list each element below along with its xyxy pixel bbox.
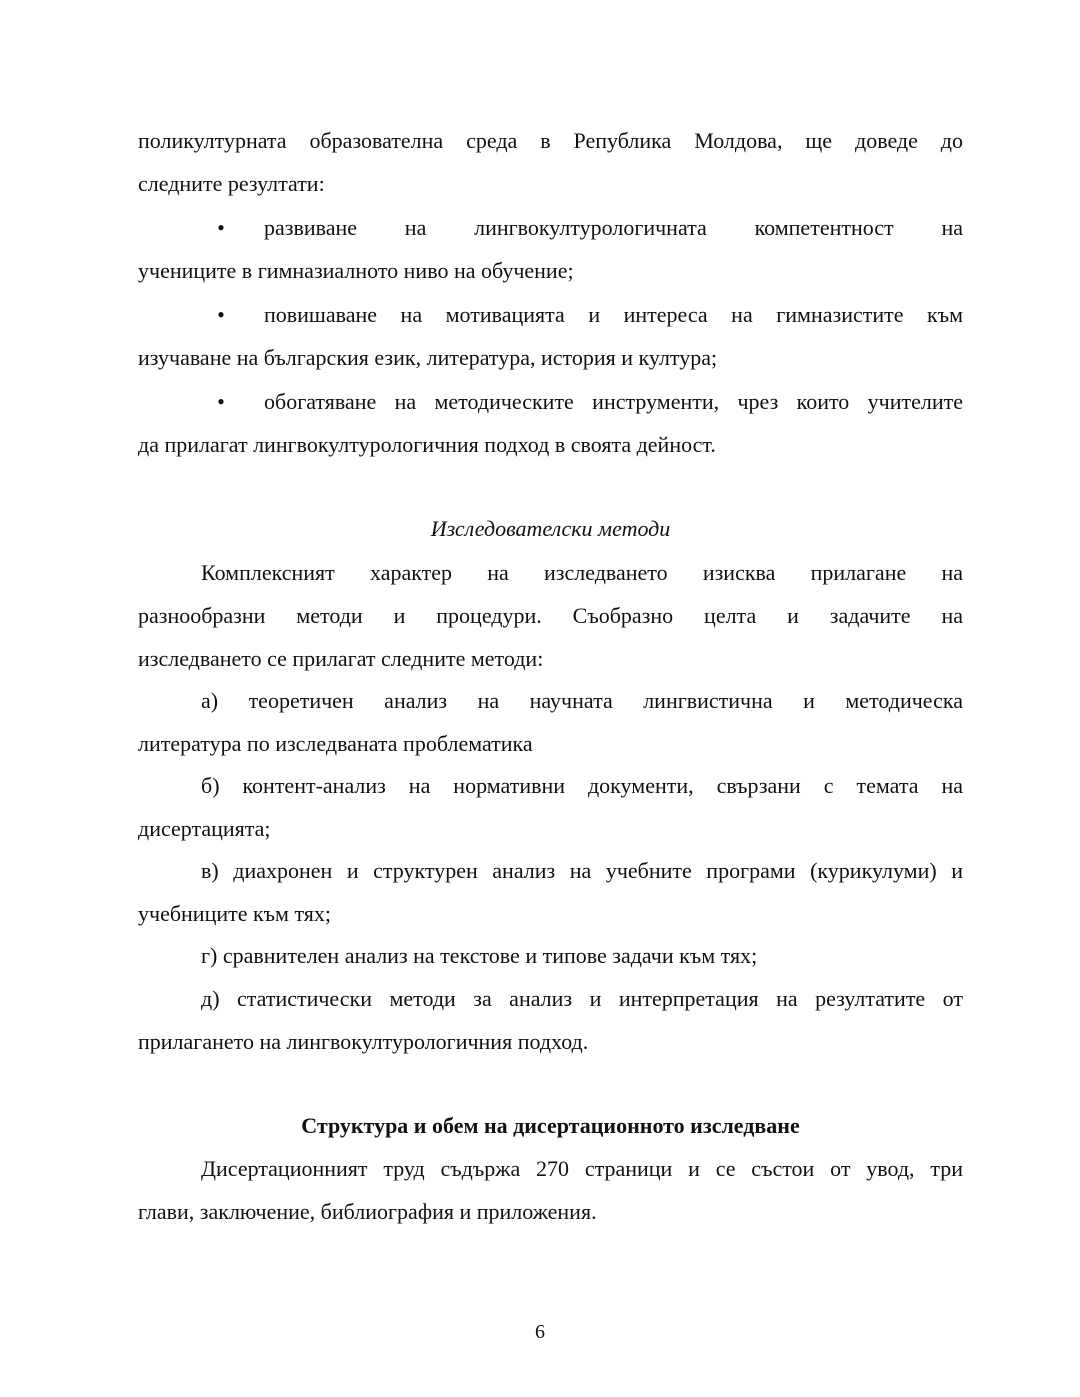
intro-line-2: следните резултати: xyxy=(138,171,325,196)
method-item-continuation: учебниците към тях; xyxy=(138,901,332,926)
methods-intro-line-2: разнообразни методи и процедури. Съобразно целта и задачите на xyxy=(138,603,963,628)
bullet-continuation: да прилагат лингвокултурологичния подход в своята дейност. xyxy=(138,432,716,457)
bullet-icon: • xyxy=(217,389,225,414)
method-item: в) диахронен и структурен анализ на учебните програми (курикулуми) и xyxy=(201,858,963,883)
bullet-item xyxy=(138,293,963,336)
methods-intro-line-3: изследването се прилагат следните методи: xyxy=(138,646,544,671)
structure-heading: Структура и обем на дисертационното изследване xyxy=(301,1113,800,1138)
structure-line-2: глави, заключение, библиография и приложения. xyxy=(138,1199,597,1224)
methods-intro-line-1: Комплексният характер на изследването изисква прилагане на xyxy=(201,560,963,585)
method-item: д) статистически методи за анализ и интерпретация на резултатите от xyxy=(201,986,963,1011)
method-item-continuation: прилагането на лингвокултурологичния подход. xyxy=(138,1029,589,1054)
structure-line-1: Дисертационният труд съдържа 270 страници и се състои от увод, три xyxy=(201,1156,963,1181)
bullet-text: развиване на лингвокултурологичната компетентност на xyxy=(264,215,963,240)
methods-heading: Изследователски методи xyxy=(430,516,671,541)
bullet-text: повишаване на мотивацията и интереса на гимназистите към xyxy=(264,302,963,327)
bullet-continuation: изучаване на българския език, литература, история и култура; xyxy=(138,345,718,370)
bullet-icon: • xyxy=(217,215,225,240)
page-number: 6 xyxy=(535,1321,545,1343)
method-item-continuation: дисертацията; xyxy=(138,816,271,841)
bullet-item xyxy=(138,380,963,423)
bullet-continuation: учениците в гимназиалното ниво на обучение; xyxy=(138,258,574,283)
method-item: б) контент-анализ на нормативни документи, свързани с темата на xyxy=(201,773,963,798)
bullet-icon: • xyxy=(217,302,225,327)
method-item: г) сравнителен анализ на текстове и типове задачи към тях; xyxy=(201,943,758,968)
intro-line-1: поликултурната образователна среда в Република Молдова, ще доведе до xyxy=(138,128,963,153)
method-item: а) теоретичен анализ на научната лингвистична и методическа xyxy=(201,688,963,713)
bullet-item xyxy=(138,206,963,249)
method-item-continuation: литература по изследваната проблематика xyxy=(138,731,533,756)
bullet-text: обогатяване на методическите инструменти, чрез които учителите xyxy=(264,389,963,414)
